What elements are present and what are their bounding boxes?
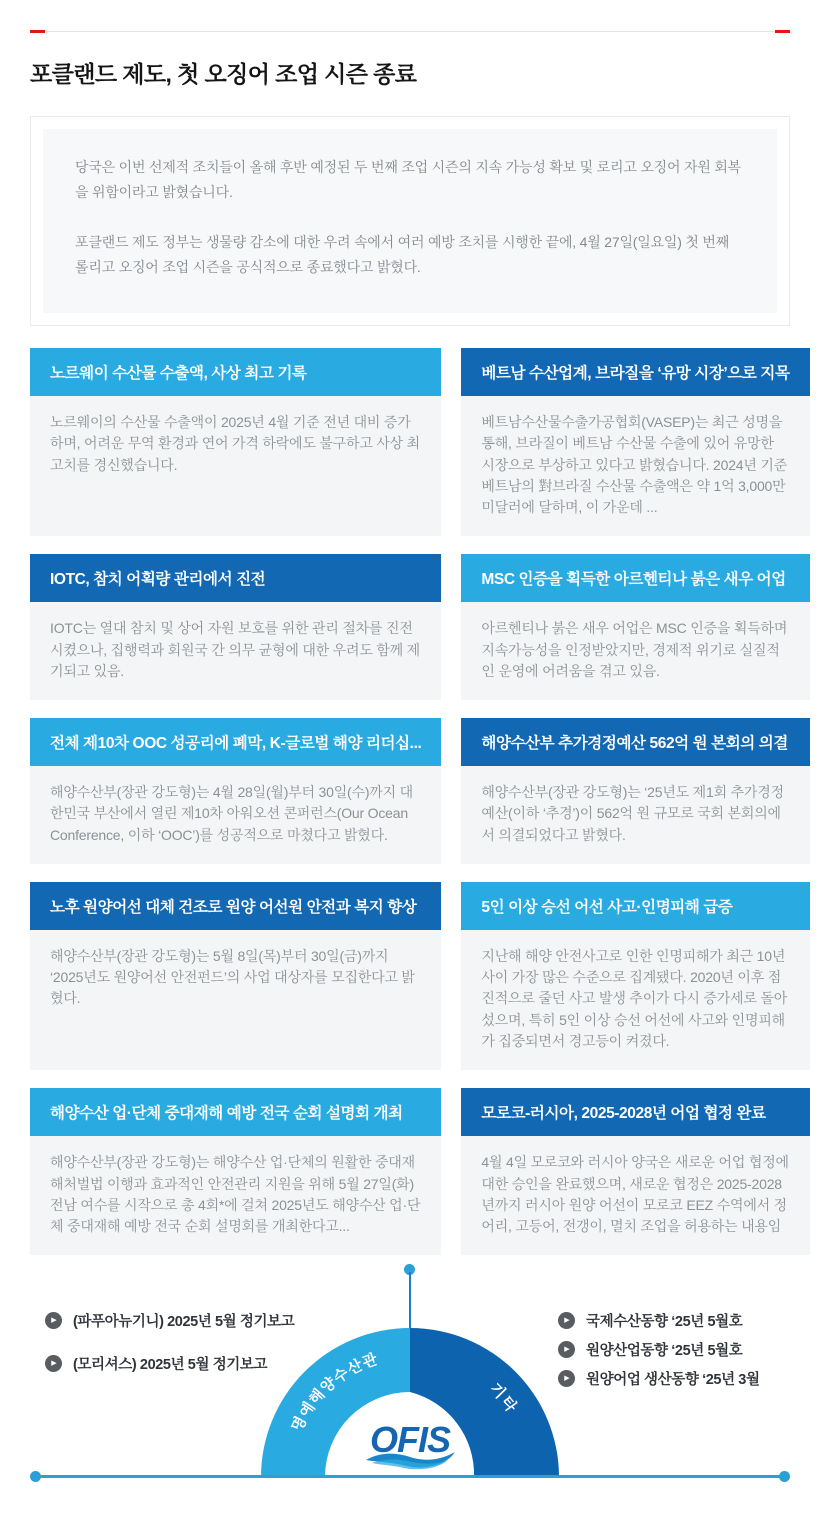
report-link-mauritius[interactable] — [45, 1351, 294, 1375]
report-label: 국제수산동향 ‘25년 5월호 — [586, 1313, 743, 1330]
report-link-distant-water-industry[interactable] — [558, 1337, 760, 1361]
donut-label-right: 기타 — [486, 1380, 521, 1417]
news-card-title[interactable]: 해양수산 업·단체 중대재해 예방 전국 순회 설명회 개최 — [30, 1088, 441, 1136]
play-icon — [558, 1312, 575, 1329]
lead-paragraph: 포클랜드 제도 정부는 생물량 감소에 대한 우려 속에서 여러 예방 조치를 시행한 끝에, 4월 27일(일요일) 첫 번째 롤리고 오징어 조업 시즌을 공식적으로 종료했다고 밝혔다. — [75, 234, 730, 275]
news-card-body: 해양수산부(장관 강도형)는 해양수산 업·단체의 원활한 중대재해처벌법 이행과 효과적인 안전관리 지원을 위해 5월 27일(화) 전남 여수를 시작으로 총 4회*에 걸쳐 2025년도 해양수산 업·단체 중대재해 예방 전국 순회 설명회를 개최한다고... — [30, 1136, 441, 1255]
divider-line — [45, 31, 775, 32]
play-icon — [558, 1341, 575, 1358]
lead-paragraph: 당국은 이번 선제적 조치들이 올해 후반 예정된 두 번째 조업 시즌의 지속 가능성 확보 및 로리고 오징어 자원 회복을 위함이라고 밝혔습니다. — [75, 159, 741, 200]
news-card-title[interactable]: 5인 이상 승선 어선 사고·인명피해 급증 — [461, 882, 809, 930]
play-icon — [558, 1370, 575, 1387]
news-card-title[interactable]: 베트남 수산업계, 브라질을 ‘유망 시장’으로 지목 — [461, 348, 809, 396]
play-icon — [45, 1355, 62, 1372]
news-card-msc-argentina[interactable] — [461, 554, 809, 700]
news-card-title[interactable]: 모로코-러시아, 2025-2028년 어업 협정 완료 — [461, 1088, 809, 1136]
news-card-body: IOTC는 열대 참치 및 상어 자원 보호를 위한 관리 절차를 진전시켰으나, 집행력과 회원국 간 의무 균형에 대한 우려도 함께 제기되고 있음. — [30, 602, 441, 700]
page-title: 포클랜드 제도, 첫 오징어 조업 시즌 종료 — [30, 61, 417, 87]
news-card-title[interactable]: 해양수산부 추가경정예산 562억 원 본회의 의결 — [461, 718, 809, 766]
news-card-vessel-safety-fund[interactable] — [30, 882, 441, 1070]
news-card-body: 해양수산부(장관 강도형)는 ‘25년도 제1회 추가경정예산(이하 ‘추경’)이 562억 원 규모로 국회 본회의에서 의결되었다고 밝혔다. — [461, 766, 809, 864]
news-card-ooc[interactable] — [30, 718, 441, 864]
news-card-body: 해양수산부(장관 강도형)는 4월 28일(월)부터 30일(수)까지 대한민국 부산에서 열린 제10차 아워오션 콘퍼런스(Our Ocean Conference, 이하 ‘OOC’)를 성공적으로 마쳤다고 밝혔다. — [30, 766, 441, 864]
donut-label-left: 명예해양수산관 — [288, 1350, 381, 1435]
news-card-morocco-russia[interactable] — [461, 1088, 809, 1255]
stem-line — [409, 1272, 411, 1328]
news-card-budget[interactable] — [461, 718, 809, 864]
news-card-title[interactable]: IOTC, 참치 어획량 관리에서 진전 — [30, 554, 441, 602]
report-link-papua[interactable] — [45, 1308, 294, 1332]
category-donut — [260, 1327, 560, 1477]
news-card-accident-surge[interactable] — [461, 882, 809, 1070]
news-card-iotc[interactable] — [30, 554, 441, 700]
news-card-body: 4월 4일 모로코와 러시아 양국은 새로운 어업 협정에 대한 승인을 완료했으며, 새로운 협정은 2025-2028년까지 러시아 원양 어선이 모로코 EEZ 수역에서 정어리, 고등어, 전갱이, 멸치 조업을 허용하는 내용임 — [461, 1136, 809, 1255]
news-card-title[interactable]: 노후 원양어선 대체 건조로 원양 어선원 안전과 복지 향상 — [30, 882, 441, 930]
news-card-title[interactable]: 노르웨이 수산물 수출액, 사상 최고 기록 — [30, 348, 441, 396]
report-link-intl-fisheries[interactable] — [558, 1308, 760, 1332]
report-list-others — [558, 1308, 760, 1390]
news-card-vietnam-brazil[interactable] — [461, 348, 809, 536]
lead-article-content — [43, 129, 777, 313]
lead-article-box — [30, 116, 790, 326]
news-card-safety-briefing[interactable] — [30, 1088, 441, 1255]
news-card-title[interactable]: 전체 제10차 OOC 성공리에 폐막, K-글로벌 해양 리더십... — [30, 718, 441, 766]
news-card-title[interactable]: MSC 인증을 획득한 아르헨티나 붉은 새우 어업 — [461, 554, 809, 602]
news-card-body: 아르헨티나 붉은 새우 어업은 MSC 인증을 획득하며 지속가능성을 인정받았지만, 경제적 위기로 실질적인 운영에 어려움을 겪고 있음. — [461, 602, 809, 700]
footer-diagram — [0, 1263, 820, 1512]
news-card-norway-exports[interactable] — [30, 348, 441, 536]
report-label: 원양어업 생산동향 ‘25년 3월 — [586, 1371, 760, 1388]
bottom-divider-line — [35, 1475, 785, 1478]
news-card-body: 베트남수산물수출가공협회(VASEP)는 최근 성명을 통해, 브라질이 베트남 수산물 수출에 있어 유망한 시장으로 부상하고 있다고 밝혔습니다. 2024년 기준 베트남의 對브라질 수산물 수출액은 약 1억 3,000만 미달러에 달하며, 이 가운데 ... — [461, 396, 809, 536]
bottom-divider-dot-left — [30, 1471, 41, 1482]
report-label: 원양산업동향 ‘25년 5월호 — [586, 1342, 743, 1359]
report-link-production-trends[interactable] — [558, 1366, 760, 1390]
report-label: (모리셔스) 2025년 5월 정기보고 — [73, 1356, 268, 1373]
news-card-body: 노르웨이의 수산물 수출액이 2025년 4월 기준 전년 대비 증가하며, 어려운 무역 환경과 연어 가격 하락에도 불구하고 사상 최고치를 경신했습니다. — [30, 396, 441, 536]
report-label: (파푸아뉴기니) 2025년 5월 정기보고 — [73, 1313, 295, 1330]
news-card-body: 해양수산부(장관 강도형)는 5월 8일(목)부터 30일(금)까지 ‘2025년도 원양어선 안전펀드’의 사업 대상자를 모집한다고 밝혔다. — [30, 930, 441, 1070]
news-card-grid — [30, 348, 790, 1255]
red-accent-right — [775, 30, 790, 33]
ofis-logo: OFIS — [369, 1419, 451, 1461]
play-icon — [45, 1312, 62, 1329]
news-card-body: 지난해 해양 안전사고로 인한 인명피해가 최근 10년 사이 가장 많은 수준으로 집계됐다. 2020년 이후 점진적으로 줄던 사고 발생 추이가 다시 증가세로 돌아섰으며, 특히 5인 이상 승선 어선에 사고와 인명피해가 집중되면서 경고등이 켜졌다. — [461, 930, 809, 1070]
red-accent-left — [30, 30, 45, 33]
report-list-honorary — [45, 1308, 294, 1375]
top-divider — [30, 30, 790, 33]
bottom-divider-dot-right — [779, 1471, 790, 1482]
